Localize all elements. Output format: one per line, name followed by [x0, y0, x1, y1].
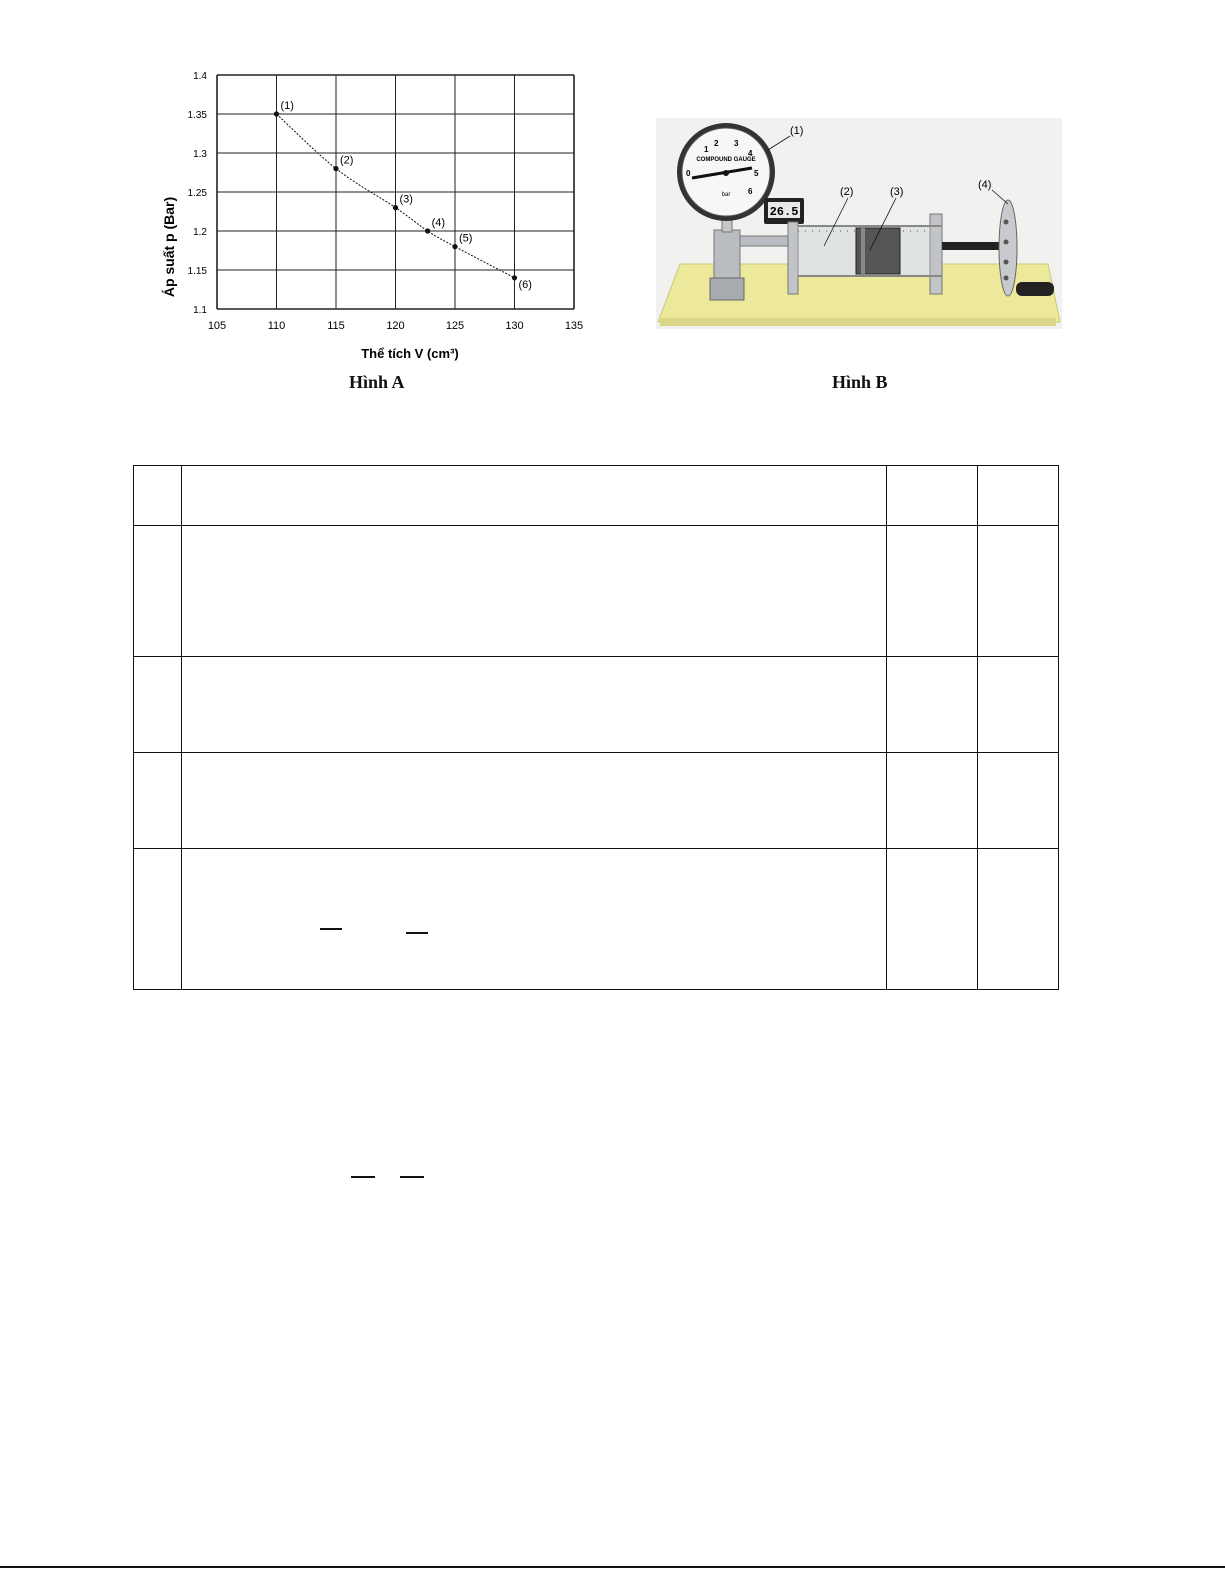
chart-points [274, 100, 532, 291]
data-point [512, 275, 517, 280]
gauge-number-3: 3 [734, 139, 739, 148]
x-tick-label: 135 [564, 320, 584, 332]
photo-label-1: (1) [790, 125, 804, 137]
x-tick-label: 120 [386, 320, 405, 332]
photo-label-2: (2) [840, 186, 854, 198]
gauge-unit: bar [721, 192, 731, 198]
table-row [134, 657, 1059, 753]
gauge-number-0: 0 [686, 169, 691, 178]
table-cell [182, 657, 887, 753]
gauge-number-6: 6 [748, 187, 753, 196]
y-tick-label: 1.3 [193, 149, 207, 160]
table-cell [978, 657, 1059, 753]
table-row [134, 526, 1059, 657]
chart-grid [217, 75, 574, 309]
chart-ticks [188, 71, 584, 332]
fraction-bar [351, 1176, 375, 1178]
point-label: (2) [340, 154, 354, 167]
y-tick-label: 1.15 [187, 266, 207, 277]
point-label: (5) [459, 232, 473, 245]
table-cell [978, 753, 1059, 849]
gauge-number-2: 2 [714, 139, 719, 148]
table-cell [134, 753, 182, 849]
thermometer-reading: 26.5 [769, 205, 799, 219]
table-cell [978, 526, 1059, 657]
y-tick-label: 1.1 [193, 305, 207, 316]
table-cell [978, 849, 1059, 990]
figure-a-caption: Hình A [349, 372, 405, 392]
y-tick-label: 1.2 [193, 227, 207, 238]
table-header-row [134, 466, 1059, 526]
boyle-apparatus-photo [656, 118, 1062, 329]
table-cell [134, 526, 182, 657]
table-cell [134, 849, 182, 990]
photo-label-3: (3) [890, 186, 904, 198]
fraction-bar [320, 928, 342, 930]
pressure-volume-chart [150, 55, 600, 375]
y-tick-label: 1.35 [187, 110, 207, 121]
point-label: (1) [280, 100, 294, 112]
data-point [393, 205, 398, 210]
answer-table [133, 465, 1059, 990]
page-bottom-rule [0, 1566, 1225, 1568]
y-tick-label: 1.25 [187, 188, 207, 199]
x-tick-label: 110 [267, 320, 286, 332]
point-label: (6) [518, 278, 532, 291]
x-axis-label: Thể tích V (cm³) [361, 346, 459, 361]
table-cell [887, 526, 978, 657]
fraction-bar [406, 932, 428, 934]
fraction-bar [400, 1176, 424, 1178]
data-point [452, 244, 457, 249]
y-axis-label: Áp suất p (Bar) [161, 196, 177, 298]
x-tick-label: 125 [445, 320, 465, 332]
table-cell [134, 466, 182, 526]
gauge-number-4: 4 [748, 149, 753, 158]
y-tick-label: 1.4 [193, 71, 207, 82]
data-point [274, 111, 279, 116]
gauge-number-5: 5 [754, 169, 759, 178]
x-tick-label: 105 [207, 320, 227, 332]
gauge-label: COMPOUND GAUGE [696, 157, 756, 163]
photo-label-4: (4) [978, 179, 992, 191]
point-label: (3) [399, 193, 413, 206]
data-point [425, 228, 430, 233]
screw-rod [942, 242, 1008, 250]
table-cell [182, 466, 887, 526]
table-cell [978, 466, 1059, 526]
hand-wheel [999, 200, 1017, 296]
table-row [134, 849, 1059, 990]
table-cell [134, 657, 182, 753]
data-point [333, 166, 338, 171]
table-cell [887, 849, 978, 990]
x-tick-label: 130 [505, 320, 524, 332]
crank-handle [1016, 282, 1054, 296]
table-cell [887, 657, 978, 753]
table-row [134, 753, 1059, 849]
x-tick-label: 115 [327, 320, 345, 332]
table-cell [182, 753, 887, 849]
point-label: (4) [431, 217, 446, 229]
table-cell [887, 466, 978, 526]
table-cell [182, 526, 887, 657]
figure-b-caption: Hình B [832, 372, 888, 392]
table-cell [182, 849, 887, 990]
table-cell [887, 753, 978, 849]
gauge-number-1: 1 [704, 145, 709, 154]
